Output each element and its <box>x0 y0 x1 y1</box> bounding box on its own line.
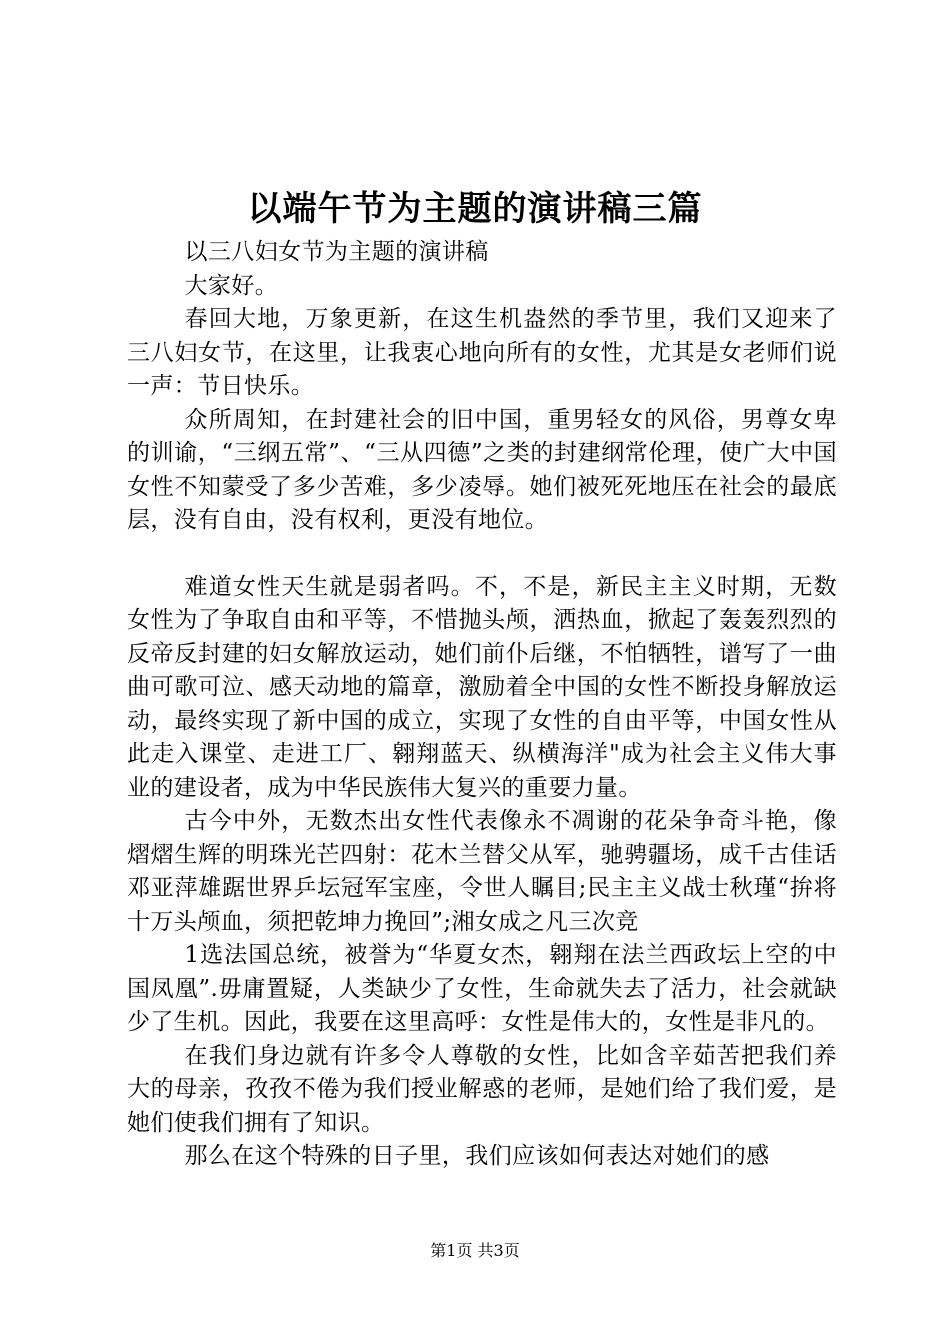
paragraph: 古今中外，无数杰出女性代表像永不凋谢的花朵争奇斗艳，像熠熠生辉的明珠光芒四射：花木兰替父从军，驰骋疆场，成千古佳话邓亚萍雄踞世界乒坛冠军宝座，令世人瞩目;民主主义战士秋瑾“拚将十万头颅血，须把乾坤力挽回”;湘女成之凡三次竞 <box>127 808 837 935</box>
paragraph: 众所周知，在封建社会的旧中国，重男轻女的风俗，男尊女卑的训谕，“三纲五常”、“三从四德”之类的封建纲常伦理，使广大中国女性不知蒙受了多少苦难，多少凌辱。她们被死死地压在社会的最底层，没有自由，没有权利，更没有地位。 <box>127 406 837 533</box>
paragraph: 1选法国总统，被誉为“华夏女杰，翱翔在法兰西政坛上空的中国凤凰”.毋庸置疑，人类缺少了女性，生命就失去了活力，社会就缺少了生机。因此，我要在这里高呼：女性是伟大的，女性是非凡的。 <box>127 942 837 1035</box>
paragraph: 难道女性天生就是弱者吗。不，不是，新民主主义时期，无数女性为了争取自由和平等，不惜抛头颅，洒热血，掀起了轰轰烈烈的反帝反封建的妇女解放运动，她们前仆后继，不怕牺牲，谱写了一曲曲可歌可泣、感天动地的篇章，激励着全中国的女性不断投身解放运动，最终实现了新中国的成立，实现了女性的自由平等，中国女性从此走入课堂、走进工厂、翱翔蓝天、纵横海洋"成为社会主义伟大事业的建设者，成为中华民族伟大复兴的重要力量。 <box>127 573 837 801</box>
document-title: 以端午节为主题的演讲稿三篇 <box>247 189 703 229</box>
paragraph: 那么在这个特殊的日子里，我们应该如何表达对她们的感 <box>184 1143 770 1169</box>
paragraph: 春回大地，万象更新，在这生机盎然的季节里，我们又迎来了三八妇女节，在这里，让我衷心地向所有的女性，尤其是女老师们说一声：节日快乐。 <box>127 306 837 399</box>
paragraph-subtitle: 以三八妇女节为主题的演讲稿 <box>184 239 489 265</box>
page-footer: 第1页 共3页 <box>430 1241 520 1260</box>
paragraph: 在我们身边就有许多令人尊敬的女性，比如含辛茹苦把我们养大的母亲，孜孜不倦为我们授业解惑的老师，是她们给了我们爱，是她们使我们拥有了知识。 <box>127 1042 837 1136</box>
paragraph-greeting: 大家好。 <box>184 272 279 299</box>
document-body <box>127 236 837 1174</box>
